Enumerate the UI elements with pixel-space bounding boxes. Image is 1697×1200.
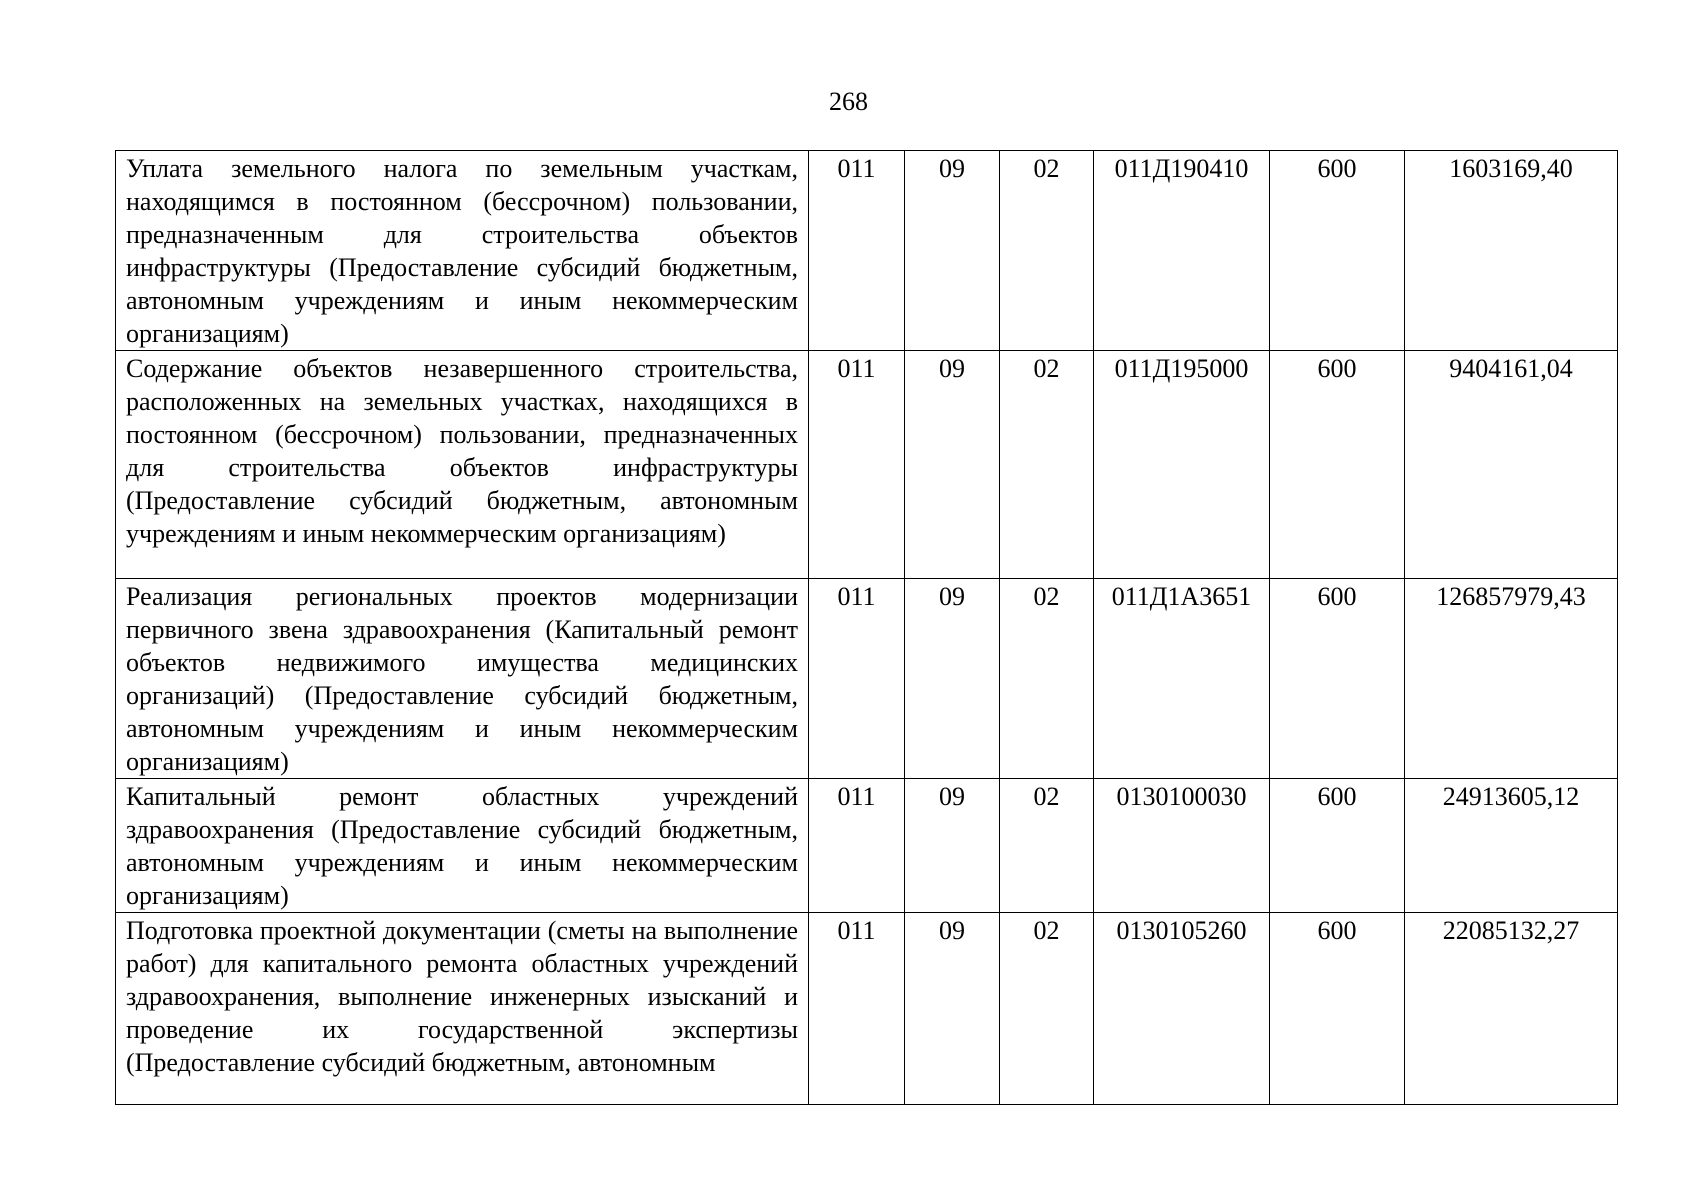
- section-code: 09: [905, 579, 1000, 779]
- table-row: [116, 151, 1618, 351]
- target-article-code: 011Д1А3651: [1094, 579, 1270, 779]
- ministry-code: 011: [809, 779, 905, 913]
- ministry-code: 011: [809, 579, 905, 779]
- expense-type-code: 600: [1270, 351, 1405, 579]
- row-description: Капитальный ремонт областных учреждений здравоохранения (Предоставление субсидий бюджетным, автономным учреждениям и иным некоммерческим организациям): [116, 779, 809, 913]
- target-article-code: 0130105260: [1094, 913, 1270, 1105]
- page-number: 268: [829, 87, 868, 116]
- ministry-code: 011: [809, 913, 905, 1105]
- section-code: 09: [905, 151, 1000, 351]
- row-description: Реализация региональных проектов модернизации первичного звена здравоохранения (Капитальный ремонт объектов недвижимого имущества медицинских организаций) (Предоставление субсидий бюджетным, автономным учреждениям и иным некоммерческим организациям): [116, 579, 809, 779]
- target-article-code: 011Д195000: [1094, 351, 1270, 579]
- section-code: 09: [905, 779, 1000, 913]
- table-row: [116, 779, 1618, 913]
- subsection-code: 02: [1000, 913, 1094, 1105]
- amount-value: 1603169,40: [1405, 151, 1618, 351]
- row-description: Содержание объектов незавершенного строительства, расположенных на земельных участках, находящихся в постоянном (бессрочном) пользовании, предназначенных для строительства объектов инфраструктуры (Предоставление субсидий бюджетным, автономным учреждениям и иным некоммерческим организациям): [116, 351, 809, 579]
- subsection-code: 02: [1000, 151, 1094, 351]
- row-description: Подготовка проектной документации (сметы на выполнение работ) для капитального ремонта областных учреждений здравоохранения, выполнение инженерных изысканий и проведение их государственной экспертизы (Предоставление субсидий бюджетным, автономным: [116, 913, 809, 1105]
- ministry-code: 011: [809, 351, 905, 579]
- expense-type-code: 600: [1270, 151, 1405, 351]
- target-article-code: 0130100030: [1094, 779, 1270, 913]
- section-code: 09: [905, 351, 1000, 579]
- subsection-code: 02: [1000, 779, 1094, 913]
- table-row: [116, 913, 1618, 1105]
- amount-value: 126857979,43: [1405, 579, 1618, 779]
- amount-value: 24913605,12: [1405, 779, 1618, 913]
- target-article-code: 011Д190410: [1094, 151, 1270, 351]
- table-row: [116, 579, 1618, 779]
- subsection-code: 02: [1000, 351, 1094, 579]
- subsection-code: 02: [1000, 579, 1094, 779]
- expense-type-code: 600: [1270, 579, 1405, 779]
- budget-table: [115, 150, 1618, 1105]
- row-description: Уплата земельного налога по земельным участкам, находящимся в постоянном (бессрочном) пользовании, предназначенным для строительства объектов инфраструктуры (Предоставление субсидий бюджетным, автономным учреждениям и иным некоммерческим организациям): [116, 151, 809, 351]
- expense-type-code: 600: [1270, 913, 1405, 1105]
- ministry-code: 011: [809, 151, 905, 351]
- section-code: 09: [905, 913, 1000, 1105]
- expense-type-code: 600: [1270, 779, 1405, 913]
- amount-value: 22085132,27: [1405, 913, 1618, 1105]
- amount-value: 9404161,04: [1405, 351, 1618, 579]
- table-row: [116, 351, 1618, 579]
